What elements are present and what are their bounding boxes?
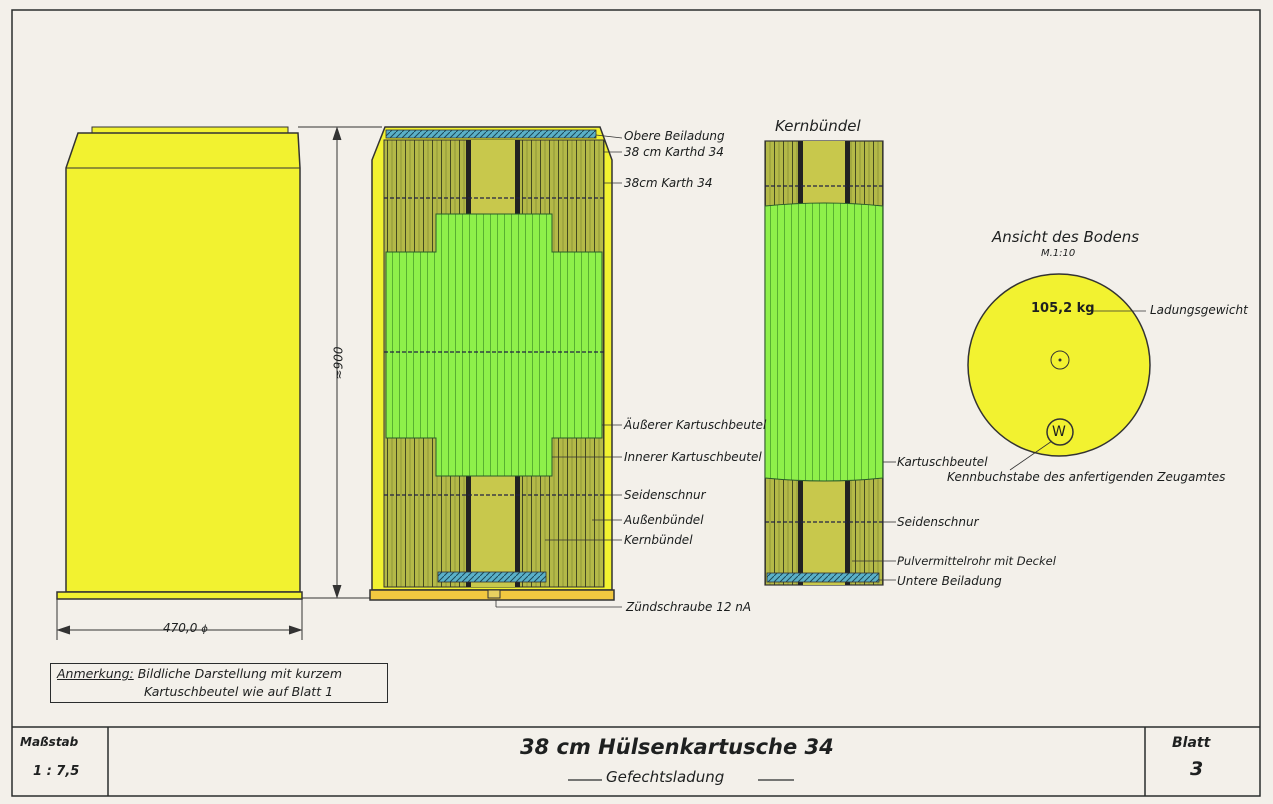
base-view-title: Ansicht des Bodens <box>992 228 1140 246</box>
label-seidenschnur-2: Seidenschnur <box>897 515 979 529</box>
note-line1: Bildliche Darstellung mit kurzem <box>137 666 343 681</box>
base-view-scale: M.1:10 <box>1041 248 1076 259</box>
armory-mark: W <box>1052 424 1066 440</box>
kernbuendel-view <box>765 141 883 585</box>
label-obere-beiladung: Obere Beiladung <box>624 129 725 143</box>
kernbuendel-title: Kernbündel <box>775 117 861 135</box>
height-value: ≈900 <box>331 346 346 380</box>
scale-value: 1 : 7,5 <box>33 764 80 779</box>
note-line2: Kartuschbeutel wie auf Blatt 1 <box>144 684 334 699</box>
label-kernbuendel: Kernbündel <box>624 533 693 547</box>
case-section <box>370 127 614 600</box>
label-zuendschraube: Zündschraube 12 nA <box>626 600 752 614</box>
label-kennbuchstabe: Kennbuchstabe des anfertigenden Zeugamtes <box>947 470 1226 484</box>
scale-label: Maßstab <box>20 735 79 749</box>
label-innerer-kartuschbeutel: Innerer Kartuschbeutel <box>624 450 762 464</box>
sheet-number: 3 <box>1190 758 1204 780</box>
sheet-label: Blatt <box>1172 735 1211 751</box>
charge-weight: 105,2 kg <box>1031 301 1095 316</box>
label-untere-beiladung: Untere Beiladung <box>897 574 1002 588</box>
label-ausserer-kartuschbeutel: Äußerer Kartuschbeutel <box>624 418 767 432</box>
drawing-subtitle: Gefechtsladung <box>606 768 725 786</box>
label-karth: 38cm Karth 34 <box>624 176 713 190</box>
drawing-title: 38 cm Hülsenkartusche 34 <box>520 735 834 759</box>
note-heading: Anmerkung: <box>57 666 134 681</box>
diameter-value: 470,0 ϕ <box>163 621 208 635</box>
label-aussenbuendel: Außenbündel <box>624 513 704 527</box>
label-karthd: 38 cm Karthd 34 <box>624 145 724 159</box>
note-box <box>50 663 388 703</box>
label-pulvermittelrohr: Pulvermittelrohr mit Deckel <box>897 554 1056 568</box>
label-kartuschbeutel: Kartuschbeutel <box>897 455 988 469</box>
case-exterior <box>57 127 302 599</box>
label-ladungsgewicht: Ladungsgewicht <box>1150 303 1248 317</box>
label-seidenschnur: Seidenschnur <box>624 488 706 502</box>
